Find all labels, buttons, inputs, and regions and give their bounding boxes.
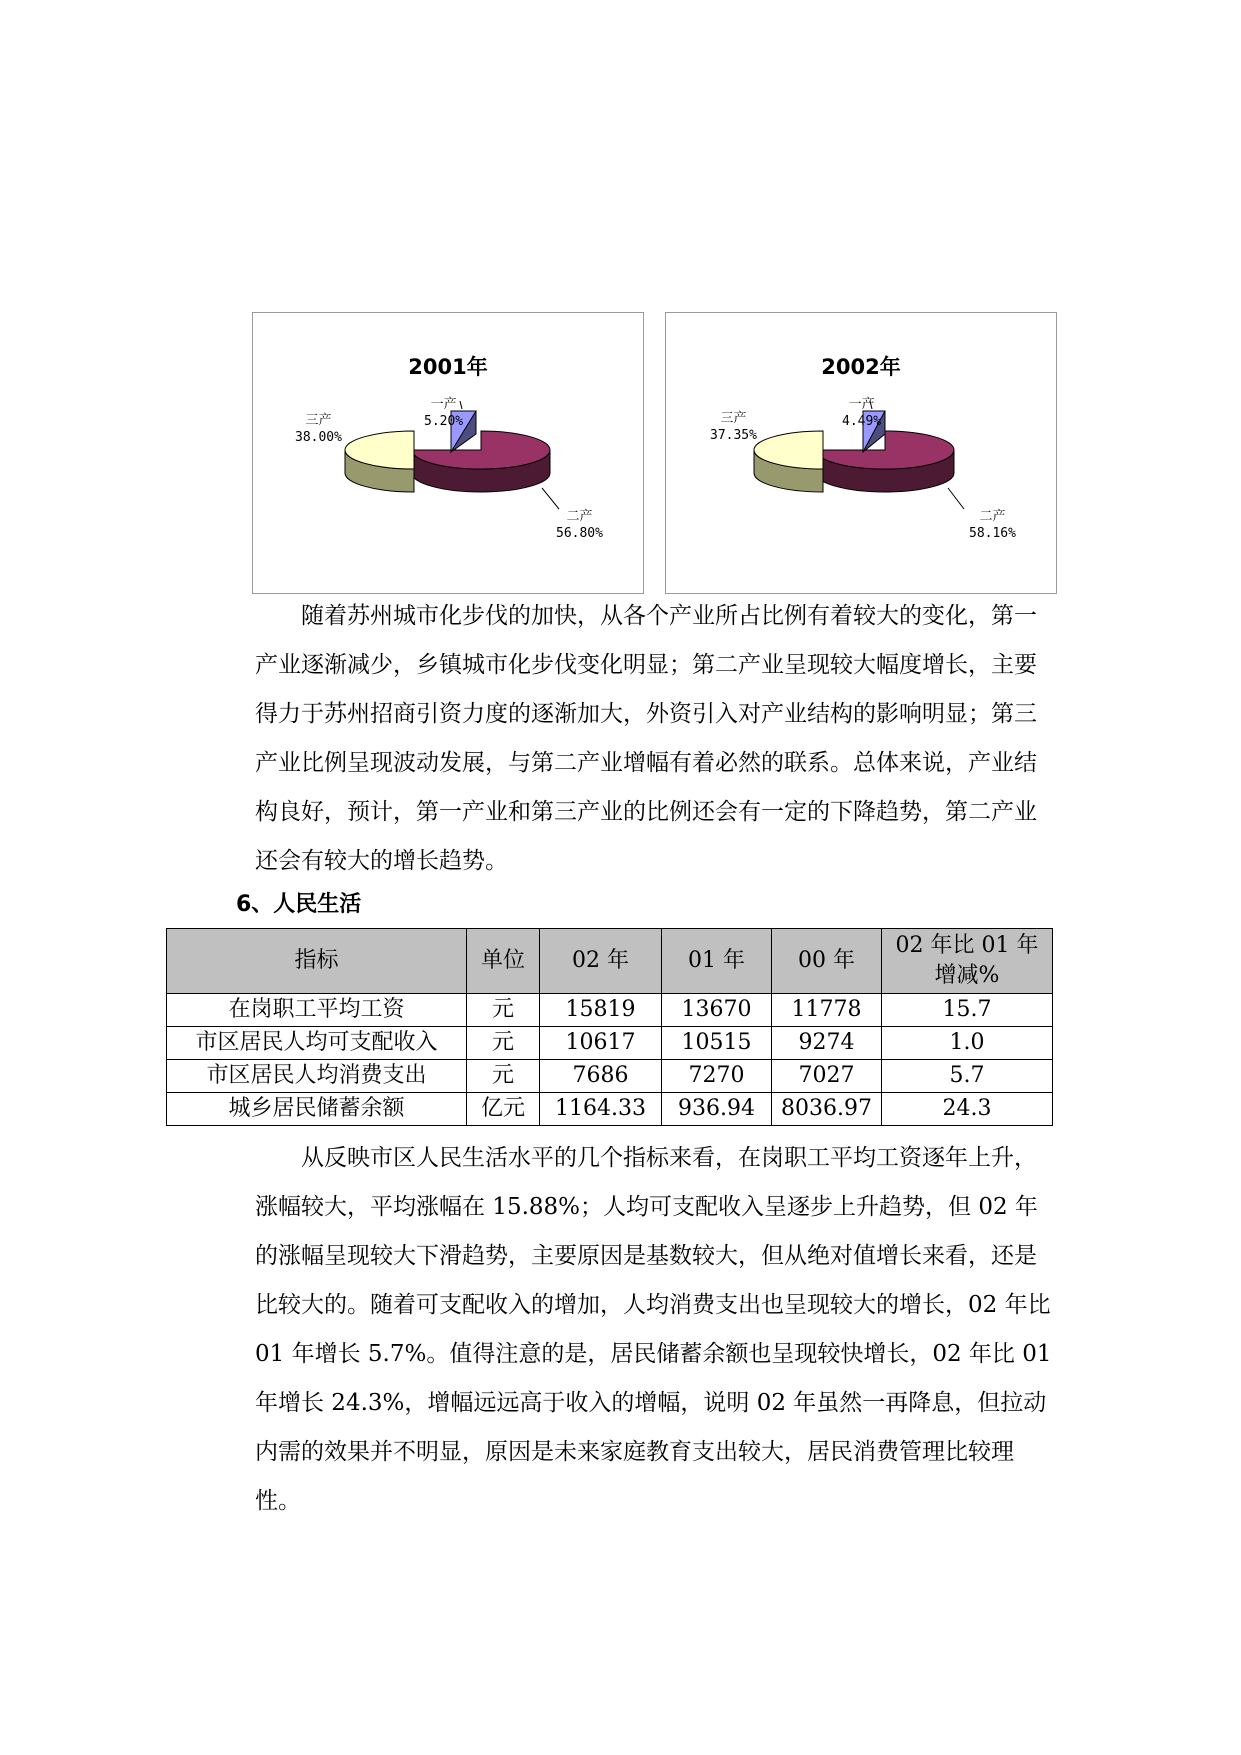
- table-cell: 10617: [540, 1027, 662, 1060]
- paragraph-living-standard: 从反映市区人民生活水平的几个指标来看，在岗职工平均工资逐年上升，涨幅较大，平均涨幅在 15.88%；人均可支配收入呈逐步上升趋势，但 02 年的涨幅呈现较大下滑趋势，主要原因是基数较大，但从绝对值增长来看，还是比较大的。随着可支配收入的增加，人均消费支出也呈现较大的增长，02 年比 01 年增长 5.7%。值得注意的是，居民储蓄余额也呈现较快增长，02 年比 01 年增长 24.3%，增幅远远高于收入的增幅，说明 02 年虽然一再降息，但拉动内需的效果并不明显，原因是未来家庭教育支出较大，居民消费管理比较理性。: [255, 1145, 1052, 1514]
- pie-chart-2002: [665, 312, 1057, 594]
- table-cell: 城乡居民储蓄余额: [167, 1093, 467, 1126]
- section-heading: 6、人民生活: [236, 892, 362, 917]
- label-secondary: 二产 56.80%: [556, 509, 603, 541]
- table-cell: 5.7: [882, 1060, 1053, 1093]
- table-cell: 9274: [772, 1027, 882, 1060]
- pie-slice-secondary: [816, 431, 954, 469]
- leader-line: [948, 488, 964, 509]
- header-change: 02 年比 01 年 增减%: [882, 929, 1053, 994]
- table-cell: 11778: [772, 994, 882, 1027]
- label-secondary: 二产 58.16%: [969, 509, 1016, 541]
- table-cell: 元: [467, 994, 540, 1027]
- label-primary: 一产 4.49%: [842, 397, 882, 429]
- label-tertiary: 三产 37.35%: [710, 411, 757, 443]
- label-primary: 一产 5.20%: [424, 397, 464, 429]
- chart-title: 2002年: [821, 355, 901, 379]
- table-cell: 7027: [772, 1060, 882, 1093]
- table-cell: 13670: [662, 994, 772, 1027]
- table-cell: 元: [467, 1060, 540, 1093]
- table-cell: 1164.33: [540, 1093, 662, 1126]
- table-cell: 元: [467, 1027, 540, 1060]
- table-cell: 7686: [540, 1060, 662, 1093]
- table-cell: 亿元: [467, 1093, 540, 1126]
- table-cell: 15.7: [882, 994, 1053, 1027]
- living-standard-table: [166, 928, 1053, 1126]
- table-cell: 10515: [662, 1027, 772, 1060]
- chart-title: 2001年: [408, 355, 488, 379]
- header-unit: 单位: [467, 929, 540, 994]
- table-cell: 936.94: [662, 1093, 772, 1126]
- header-2000: 00 年: [772, 929, 882, 994]
- label-tertiary: 三产 38.00%: [295, 413, 342, 445]
- pie-chart-2001: [252, 312, 644, 594]
- table-row: [167, 1093, 1053, 1126]
- table-row: [167, 1027, 1053, 1060]
- table-header-row: [167, 929, 1053, 994]
- table-cell: 24.3: [882, 1093, 1053, 1126]
- table-cell: 7270: [662, 1060, 772, 1093]
- header-2002: 02 年: [540, 929, 662, 994]
- header-2001: 01 年: [662, 929, 772, 994]
- table-cell: 在岗职工平均工资: [167, 994, 467, 1027]
- table-row: [167, 1060, 1053, 1093]
- table-cell: 市区居民人均消费支出: [167, 1060, 467, 1093]
- paragraph-industry-structure: 随着苏州城市化步伐的加快，从各个产业所占比例有着较大的变化，第一产业逐渐减少，乡镇城市化步伐变化明显；第二产业呈现较大幅度增长，主要得力于苏州招商引资力度的逐渐加大，外资引入对产业结构的影响明显；第三产业比例呈现波动发展，与第二产业增幅有着必然的联系。总体来说，产业结构良好，预计，第一产业和第三产业的比例还会有一定的下降趋势，第二产业还会有较大的增长趋势。: [255, 603, 1037, 874]
- table-cell: 15819: [540, 994, 662, 1027]
- table-row: [167, 994, 1053, 1027]
- leader-line: [542, 488, 559, 509]
- table-cell: 市区居民人均可支配收入: [167, 1027, 467, 1060]
- header-indicator: 指标: [167, 929, 467, 994]
- table-cell: 8036.97: [772, 1093, 882, 1126]
- pie-slice-secondary: [412, 431, 550, 469]
- table-cell: 1.0: [882, 1027, 1053, 1060]
